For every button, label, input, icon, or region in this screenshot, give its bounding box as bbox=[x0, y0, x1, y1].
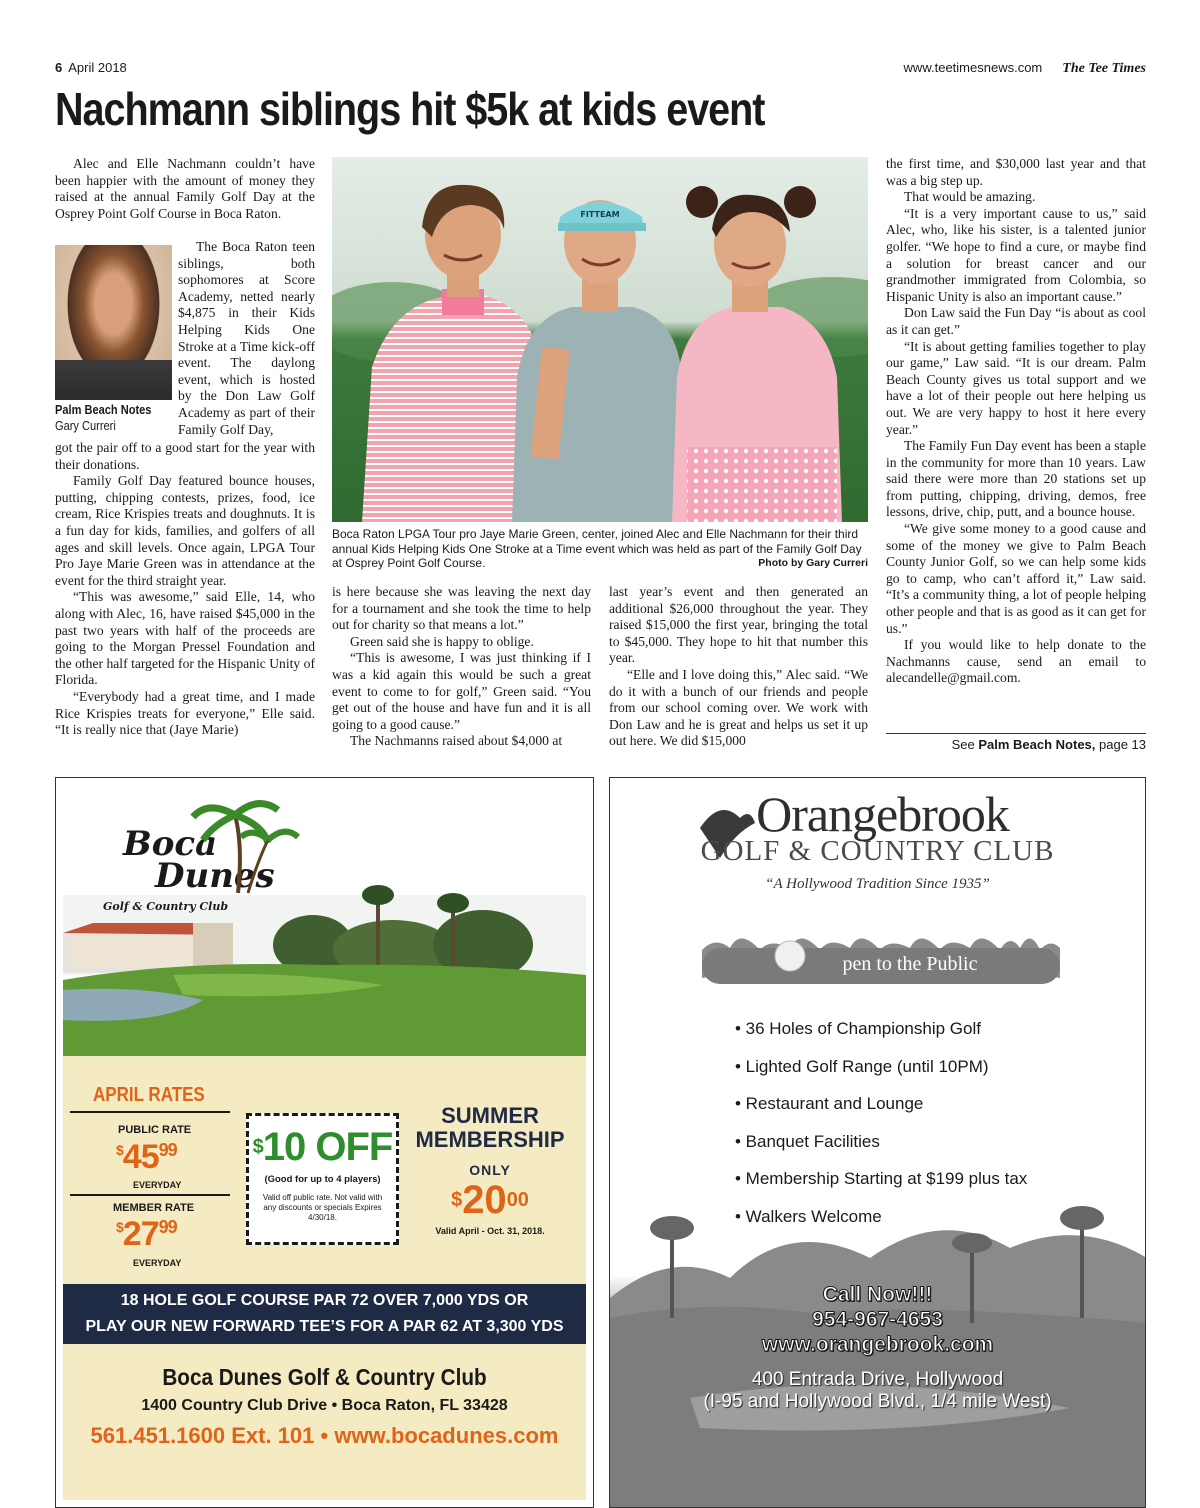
feature-item: • Restaurant and Lounge bbox=[735, 1094, 924, 1113]
article-column-3 bbox=[609, 584, 868, 750]
column-name: Palm Beach Notes bbox=[55, 402, 152, 417]
orangebrook-tagline: “A Hollywood Tradition Since 1935” bbox=[765, 876, 990, 892]
see-prefix: See bbox=[951, 737, 979, 752]
public-everyday: EVERYDAY bbox=[133, 1180, 182, 1190]
band-line-2: PLAY OUR NEW FORWARD TEE’S FOR A PAR 62 AT 3,300 YDS bbox=[85, 1318, 564, 1335]
coupon-terms: Valid off public rate. Not valid with any discounts or specials Expires 4/30/18. bbox=[262, 1193, 383, 1222]
page-header-right bbox=[904, 60, 1146, 77]
coupon-amount bbox=[249, 1126, 396, 1168]
dollar-sign: $ bbox=[116, 1219, 123, 1235]
orangebrook-phone[interactable]: 954-967-4653 bbox=[812, 1308, 943, 1331]
dollar-sign: $ bbox=[116, 1142, 123, 1158]
paragraph: the first time, and $30,000 last year and that was a big step up. bbox=[886, 156, 1146, 188]
continued-reference[interactable] bbox=[886, 733, 1146, 752]
summer-dollars: 20 bbox=[462, 1178, 507, 1222]
summer-membership bbox=[405, 1104, 575, 1236]
paragraph: Alec and Elle Nachmann couldn’t have been happier with the amount of money they raised at the annual Family Golf Day at the Osprey Point Golf Course in Boca Raton. bbox=[55, 156, 315, 221]
divider bbox=[70, 1194, 230, 1196]
coupon-amount-text: 10 OFF bbox=[262, 1125, 393, 1169]
orangebrook-features bbox=[735, 1019, 1027, 1244]
member-rate-dollars: 27 bbox=[122, 1215, 159, 1253]
paragraph: “It is about getting families together to play our game,” Law said. “It is our dream. Palm Beach County gives us total support and we have a lot of their people out here helping us out. We are very happy to host it here every year.” bbox=[886, 338, 1146, 437]
feature-item: • Banquet Facilities bbox=[735, 1131, 880, 1151]
public-rate-label: PUBLIC RATE bbox=[118, 1124, 192, 1136]
feature-item: • Walkers Welcome bbox=[735, 1206, 882, 1226]
open-to-public-banner bbox=[700, 944, 1060, 980]
public-rate-dollars: 45 bbox=[122, 1138, 159, 1176]
feature-item: • Membership Starting at $199 plus tax bbox=[735, 1169, 1028, 1188]
open-text: pen to the Public bbox=[842, 953, 978, 975]
orangebrook-address: 400 Entrada Drive, Hollywood bbox=[751, 1369, 1004, 1390]
paragraph: “This is awesome, I was just thinking if I was a kid again this would be such a great event to come to for golf,” Green said. “You get out of the house and have fun and it is all going to a good cause.” bbox=[332, 650, 591, 732]
club-name: Boca Dunes Golf & Country Club bbox=[162, 1364, 487, 1390]
author-name: Gary Curreri bbox=[55, 418, 116, 433]
summer-only: ONLY bbox=[469, 1162, 511, 1178]
boca-dunes-logo-sub: Golf & Country Club bbox=[103, 900, 229, 913]
summer-valid: Valid April - Oct. 31, 2018. bbox=[435, 1226, 545, 1236]
divider bbox=[70, 1111, 230, 1113]
paragraph: “Elle and I love doing this,” Alec said. “We do it with a bunch of our friends and people from our school coming over. We work with Don Law and he is great and helps us set it up out here. We did $15,000 bbox=[609, 666, 868, 749]
paragraph: is here because she was leaving the next day for a tournament and she took the time to help out for charity so that means a lot.” bbox=[332, 584, 591, 633]
paragraph: The Nachmanns raised about $4,000 at bbox=[350, 733, 563, 749]
summer-title: SUMMER MEMBERSHIP bbox=[415, 1103, 565, 1152]
paragraph: Family Golf Day featured bounce houses, putting, chipping contests, prizes, food, ice cream, Rice Krispies treats and doughnuts. It is a fun day for kids, families, and golfers of all ages and skill levels. Once again, LPGA Tour Pro Jaye Marie Green was in attendance at the event for the third straight year. bbox=[55, 473, 315, 588]
dollar-sign: $ bbox=[252, 1136, 263, 1158]
photo-caption bbox=[332, 527, 868, 571]
photo-illustration bbox=[332, 157, 868, 522]
public-rate-cents: 99 bbox=[158, 1140, 177, 1160]
website-link[interactable]: www.teetimesnews.com bbox=[903, 60, 1043, 75]
discount-coupon[interactable] bbox=[246, 1113, 399, 1245]
article-headline: Nachmann siblings hit $5k at kids event bbox=[55, 83, 765, 135]
article-column-2 bbox=[332, 584, 591, 750]
call-now: Call Now!!! bbox=[822, 1283, 933, 1306]
boca-dunes-course-photo bbox=[63, 785, 586, 1056]
issue-date: April 2018 bbox=[68, 60, 127, 75]
paragraph: Green said she is happy to oblige. bbox=[350, 633, 534, 649]
member-rate-price bbox=[116, 1215, 177, 1254]
course-info-band bbox=[63, 1284, 586, 1344]
paragraph: “It is a very important cause to us,” said Alec, who, like his sister, is a talented junior golfer. “We hope to find a cure, or maybe find a solution for breast cancer and our grandmother immigrated from Colombia, so Hispanic Unity is also an important cause.” bbox=[886, 205, 1146, 304]
club-contact bbox=[63, 1348, 586, 1449]
page-number: 6 bbox=[55, 60, 63, 75]
paragraph: If you would like to help donate to the Nachmanns cause, send an email to alecandelle@gmail.com. bbox=[886, 637, 1146, 686]
photo-credit: Photo by Gary Curreri bbox=[758, 557, 868, 569]
paragraph: The Family Fun Day event has been a staple in the community for more than 10 years. Law said there were more than 20 stations set up from putting, chipping, driving, demos, free lessons, drive, chip, putt, and a bounce house. bbox=[886, 438, 1146, 520]
band-line-1: 18 HOLE GOLF COURSE PAR 72 OVER 7,000 YDS OR bbox=[120, 1292, 529, 1309]
summer-cents: 00 bbox=[506, 1189, 529, 1211]
club-phone-web[interactable]: 561.451.1600 Ext. 101 • www.bocadunes.com bbox=[90, 1423, 559, 1448]
see-column: Palm Beach Notes, bbox=[978, 737, 1096, 752]
article-column-1-intro bbox=[55, 156, 315, 222]
paragraph: “This was awesome,” said Elle, 14, who along with Alec, 16, have raised $45,000 in the past two years with half of the proceeds are going to the Morgan Pressel Foundation and the other half targeted for the Hispanic Unity of Florida. bbox=[55, 589, 315, 688]
coupon-players: (Good for up to 4 players) bbox=[264, 1174, 381, 1185]
summer-price bbox=[405, 1178, 575, 1222]
cap-logo: FITTEAM bbox=[580, 210, 620, 219]
paragraph: last year’s event and then generated an additional $26,000 throughout the year. They raised $15,000 the first year, bringing the total to $45,000. They hope to hit that number this year. bbox=[609, 584, 868, 666]
article-column-4 bbox=[886, 156, 1146, 687]
member-rate-label: MEMBER RATE bbox=[113, 1202, 195, 1214]
club-address: 1400 Country Club Drive • Boca Raton, FL 33428 bbox=[141, 1397, 508, 1414]
boca-dunes-logo-dunes: Dunes bbox=[155, 856, 275, 896]
orangebrook-directions: (I-95 and Hollywood Blvd., 1/4 mile West) bbox=[703, 1391, 1052, 1412]
feature-item: • Lighted Golf Range (until 10PM) bbox=[735, 1056, 989, 1076]
orangebrook-name: Orangebrook bbox=[756, 786, 1009, 842]
paragraph: The Boca Raton teen siblings, both sophomores at Score Academy, netted nearly $4,875 in their Kids Helping Kids One Stroke at a Time kick-off event. The daylong event, which is hosted by the Don Law Golf Academy as part of their Family Golf Day, bbox=[178, 239, 315, 437]
boca-dunes-logo-boca: Boca bbox=[123, 824, 218, 864]
public-rate-price bbox=[116, 1138, 177, 1177]
paragraph: “Everybody had a great time, and I made Rice Krispies treats for everyone,” Elle said. “It is really nice that (Jaye Marie) bbox=[55, 688, 315, 738]
member-rate-cents: 99 bbox=[158, 1217, 177, 1237]
page-header-left bbox=[55, 60, 127, 75]
april-rates-heading: APRIL RATES bbox=[93, 1084, 205, 1106]
orangebrook-subtitle: GOLF & COUNTRY CLUB bbox=[700, 835, 1055, 867]
see-page: page 13 bbox=[1095, 737, 1146, 752]
article-column-1-body bbox=[55, 440, 315, 739]
paragraph: got the pair off to a good start for the year with their donations. bbox=[55, 440, 315, 472]
publication-name: The Tee Times bbox=[1062, 61, 1146, 76]
dollar-sign: $ bbox=[451, 1189, 463, 1211]
paragraph: That would be amazing. bbox=[904, 189, 1036, 205]
feature-item: • 36 Holes of Championship Golf bbox=[735, 1019, 981, 1038]
orangebrook-logo bbox=[609, 785, 1146, 893]
paragraph: “We give some money to a good cause and some of the money we give to Palm Beach County Junior Golf, so we can help some kids go to camp, who can’t afford it,” Law said. “It’s a community thing, a lot of people helping other people and that is as good as it can get for us.” bbox=[886, 521, 1146, 636]
paragraph: Don Law said the Fun Day “is about as cool as it can get.” bbox=[886, 305, 1146, 337]
orangebrook-contact bbox=[609, 1283, 1146, 1413]
caption-text: Boca Raton LPGA Tour pro Jaye Marie Green, center, joined Alec and Elle Nachmann for their third annual Kids Helping Kids One Stroke at a Time event which was held as part of the Family Golf Day at Osprey Point Golf Course. bbox=[332, 527, 862, 570]
author-photo-shirt bbox=[55, 360, 172, 400]
orangebrook-website[interactable]: www.orangebrook.com bbox=[761, 1333, 994, 1356]
member-everyday: EVERYDAY bbox=[133, 1258, 182, 1268]
article-photo bbox=[332, 157, 868, 522]
course-illustration bbox=[63, 785, 586, 1056]
article-column-1-wrap bbox=[178, 239, 315, 438]
